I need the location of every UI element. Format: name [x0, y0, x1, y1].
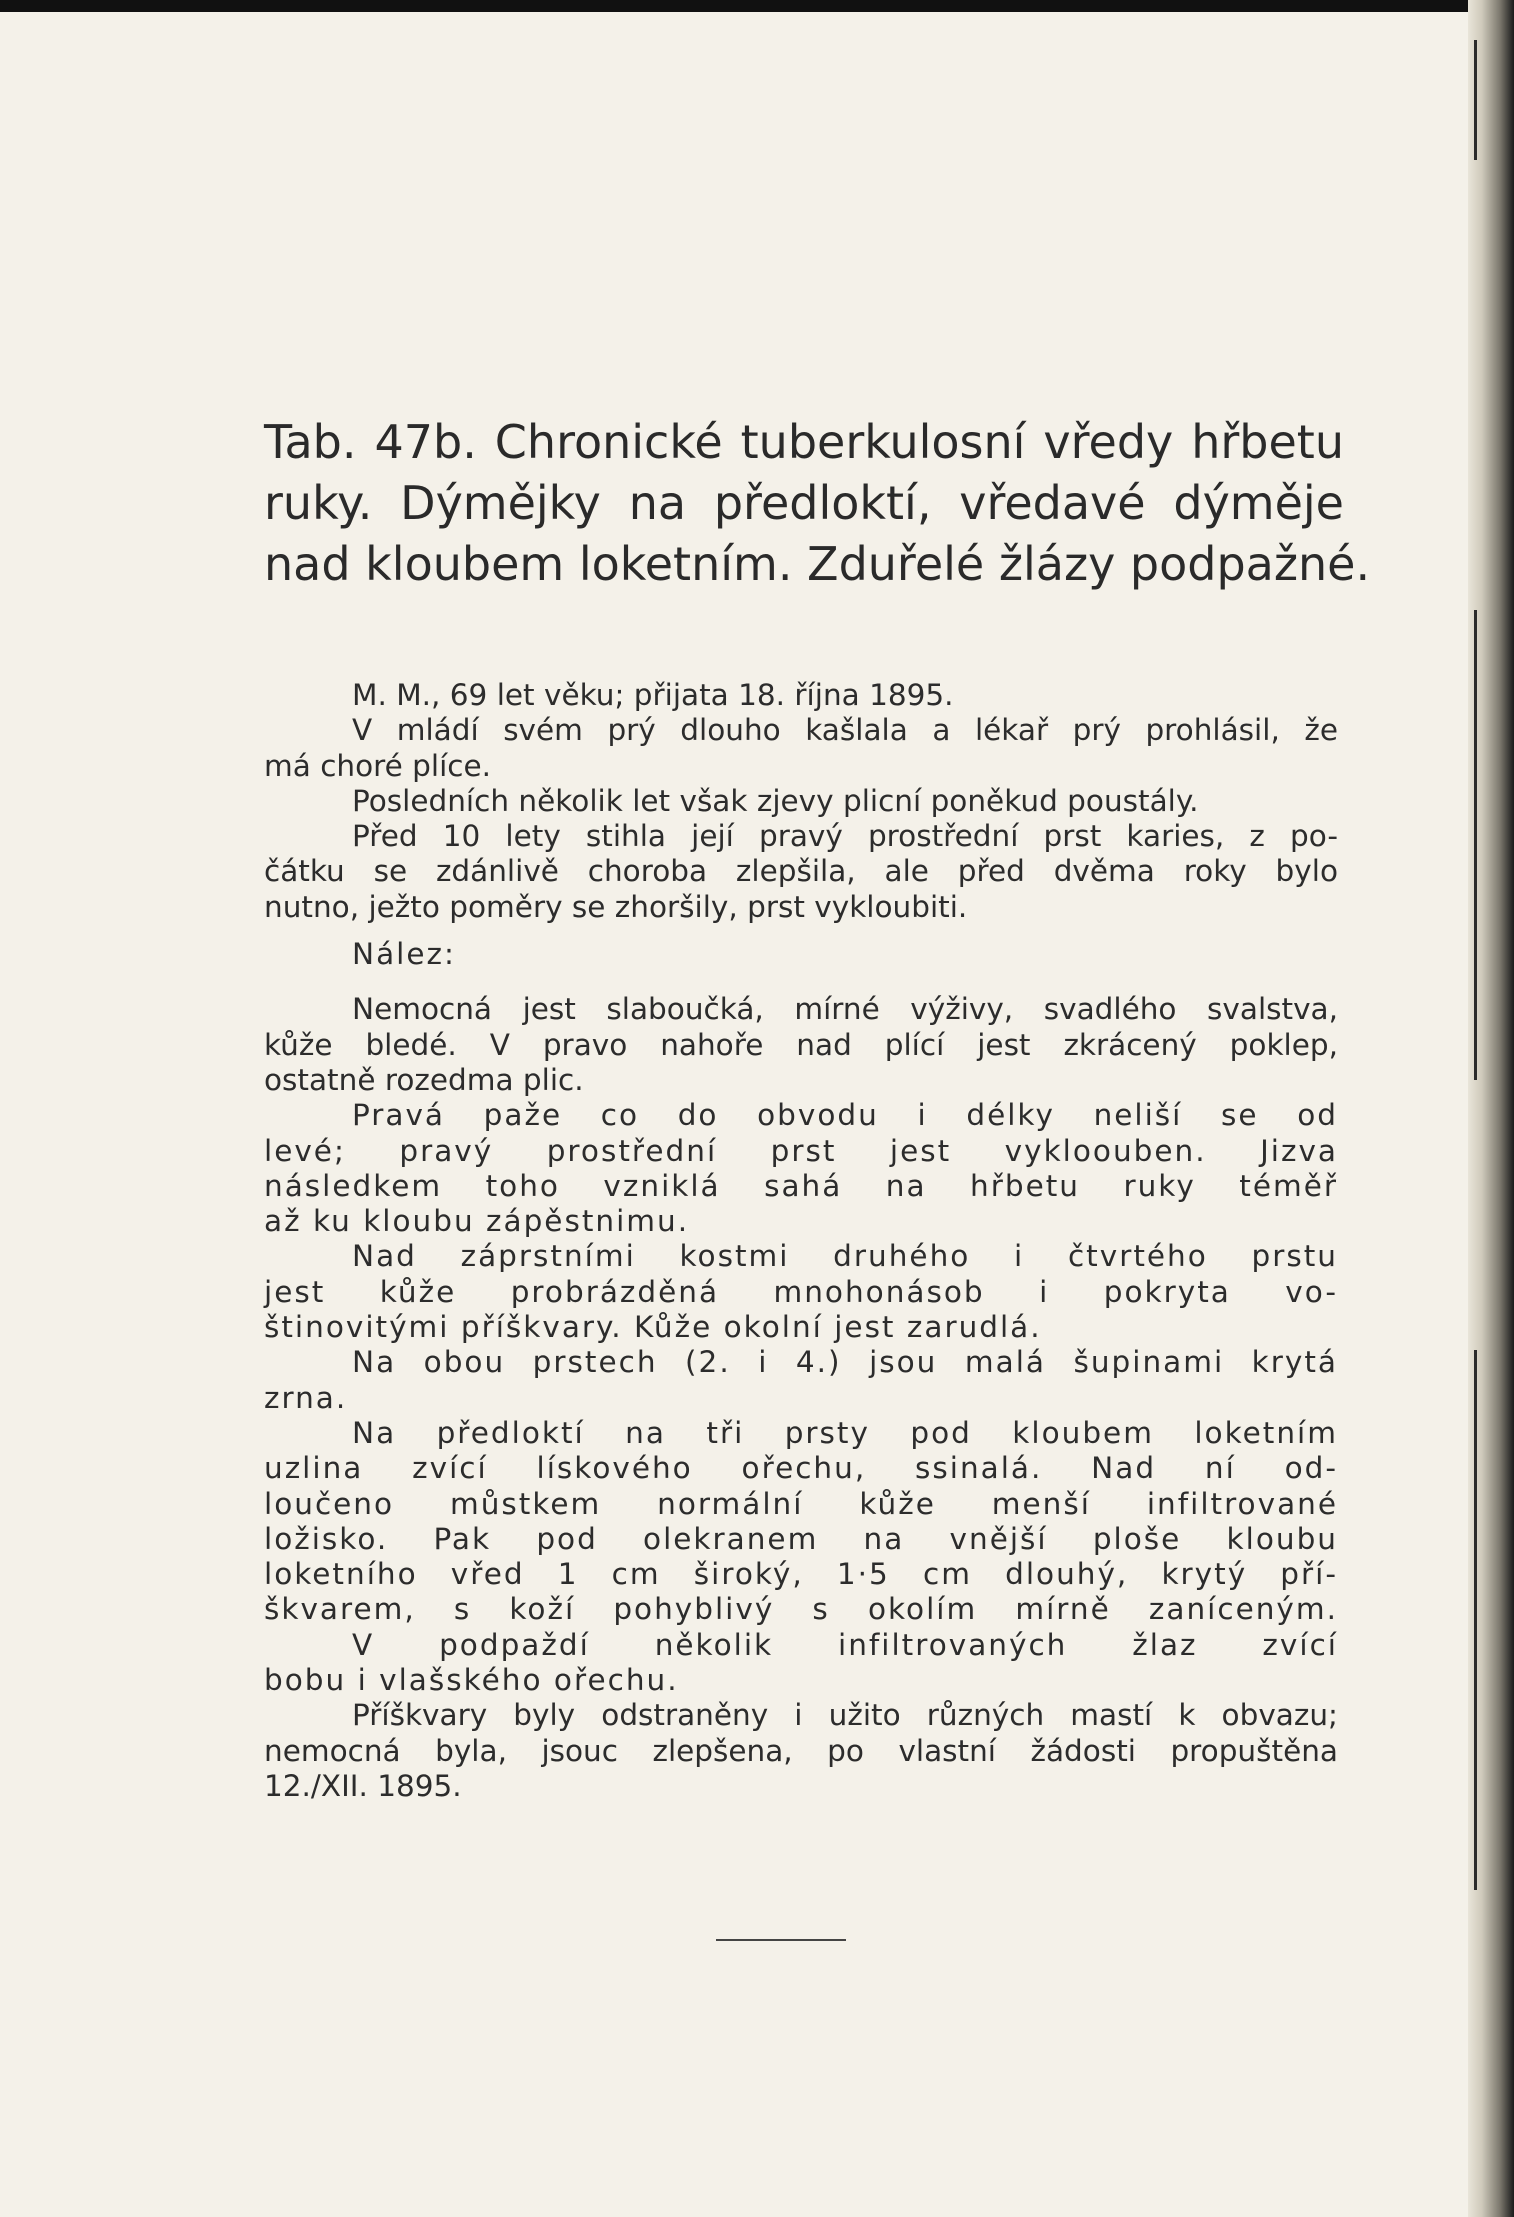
closing-rule	[716, 1939, 846, 1941]
findings-line: ložisko. Pak pod olekranem na vnější ploše kloubu	[264, 1521, 1338, 1556]
history-line: má choré plíce.	[264, 748, 492, 783]
title-line: nad kloubem loketním. Zduřelé žlázy podpažné.	[264, 537, 1371, 591]
binding-shadow-line	[1474, 40, 1477, 160]
findings-line: V podpaždí několik infiltrovaných žlaz zvící	[352, 1627, 1338, 1662]
findings-line: bobu i vlašského ořechu.	[264, 1663, 679, 1698]
findings-line: zrna.	[264, 1380, 348, 1415]
findings-line: Na obou prstech (2. i 4.) jsou malá šupinami krytá	[352, 1345, 1338, 1380]
findings-line: levé; pravý prostřední prst jest vykloouben. Jizva	[264, 1133, 1338, 1168]
binding-shadow-line	[1474, 1350, 1477, 1890]
history-line: čátku se zdánlivě choroba zlepšila, ale před dvěma roky bylo	[264, 854, 1338, 889]
title-line: Tab. 47b. Chronické tuberkulosní vředy hřbetu	[264, 415, 1344, 469]
findings-line: loketního vřed 1 cm široký, 1·5 cm dlouhý, krytý pří-	[264, 1557, 1338, 1592]
treatment-line: 12./XII. 1895.	[264, 1768, 462, 1803]
findings-line: Pravá paže co do obvodu i délky neliší se od	[352, 1098, 1338, 1133]
findings-line: jest kůže probrázděná mnohonásob i pokryta vo-	[264, 1274, 1338, 1309]
plate-title	[264, 412, 1371, 595]
patient-line: M. M., 69 let věku; přijata 18. října 1895.	[352, 678, 954, 712]
findings-line: až ku kloubu zápěstnimu.	[264, 1204, 690, 1239]
case-report	[264, 678, 1338, 1804]
findings-line: uzlina zvící lískového ořechu, ssinalá. Nad ní od-	[264, 1451, 1338, 1486]
history-line: Před 10 lety stihla její pravý prostřední prst karies, z po-	[352, 819, 1338, 854]
findings-heading: Nález:	[352, 937, 456, 972]
treatment-line: nemocná byla, jsouc zlepšena, po vlastní žádosti propuštěna	[264, 1733, 1338, 1768]
history-line: Posledních několik let však zjevy plicní poněkud poustály.	[352, 783, 1199, 818]
findings-line: štinovitými příškvary. Kůže okolní jest zarudlá.	[264, 1310, 1042, 1345]
findings-line: kůže bledé. V pravo nahoře nad plící jest zkrácený poklep,	[264, 1027, 1338, 1062]
findings-line: ostatně rozedma plic.	[264, 1062, 584, 1097]
history-line: nutno, ježto poměry se zhoršily, prst vykloubiti.	[264, 889, 968, 924]
findings-line: škvarem, s koží pohyblivý s okolím mírně zaníceným.	[264, 1592, 1338, 1627]
findings-line: Na předloktí na tři prsty pod kloubem loketním	[352, 1415, 1338, 1450]
binding-shadow-line	[1474, 610, 1477, 1080]
treatment-line: Příškvary byly odstraněny i užito různých mastí k obvazu;	[352, 1698, 1338, 1733]
title-line: ruky. Dýmějky na předloktí, vředavé dýměje	[264, 476, 1344, 530]
history-line: V mládí svém prý dlouho kašlala a lékař prý prohlásil, že	[352, 713, 1338, 748]
findings-line: Nemocná jest slaboučká, mírné výživy, svadlého svalstva,	[352, 992, 1338, 1027]
findings-line: loučeno můstkem normální kůže menší infiltrované	[264, 1486, 1338, 1521]
findings-line: Nad záprstními kostmi druhého i čtvrtého prstu	[352, 1239, 1338, 1274]
findings-line: následkem toho vzniklá sahá na hřbetu ruky téměř	[264, 1168, 1338, 1203]
